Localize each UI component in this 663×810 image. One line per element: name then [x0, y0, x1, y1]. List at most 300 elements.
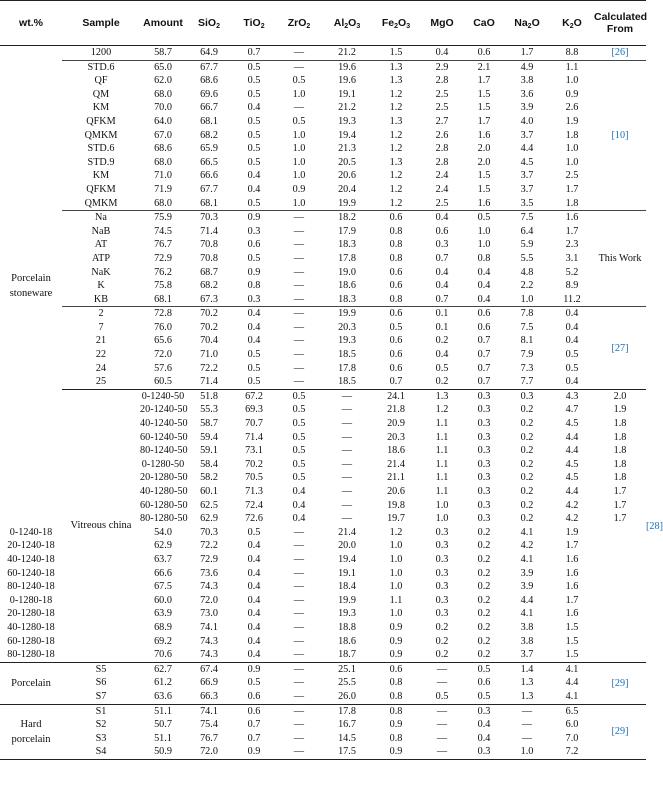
value-cell: 11.2: [563, 293, 581, 305]
value-cell: 0.4: [247, 170, 261, 182]
value-cell: 0.2: [477, 553, 491, 565]
value-cell: 19.6: [338, 75, 356, 87]
value-cell: 7.5: [520, 321, 534, 333]
value-cell: 0.9: [389, 621, 403, 633]
value-cell: 18.5: [338, 349, 356, 361]
value-cell: —: [341, 404, 353, 416]
value-cell: —: [341, 418, 353, 430]
value-cell: 3.6: [520, 88, 534, 100]
value-cell: 0.9: [247, 266, 261, 278]
table-row: [0, 225, 646, 239]
value-cell: 19.4: [338, 129, 356, 141]
value-cell: 70.5: [245, 472, 263, 484]
table-row: [0, 745, 646, 759]
value-cell: 17.8: [338, 362, 356, 374]
sample-cell: 80-1280-18: [7, 649, 55, 661]
value-cell: —: [521, 719, 533, 731]
sample-cell: 60-1280-18: [7, 635, 55, 647]
value-cell: 66.7: [200, 102, 218, 114]
sample-cell: 7: [98, 321, 104, 333]
value-cell: 51.1: [154, 732, 172, 744]
table-row: [0, 156, 646, 170]
value-cell: 18.6: [338, 635, 356, 647]
value-cell: 0.6: [464, 46, 504, 61]
value-cell: 0.4: [420, 211, 464, 225]
value-cell: 20.6: [338, 170, 356, 182]
value-cell: 64.0: [154, 115, 172, 127]
value-cell: 0.5: [477, 690, 491, 702]
value-cell: —: [521, 732, 533, 744]
table-row: [0, 307, 646, 321]
value-cell: 19.4: [338, 553, 356, 565]
value-cell: 55.3: [200, 404, 218, 416]
value-cell: 7.5: [504, 211, 550, 225]
value-cell: 67.2: [232, 389, 276, 403]
value-cell: 1.2: [389, 102, 403, 114]
value-cell: 1.3: [389, 75, 403, 87]
citation-link[interactable]: [28]: [646, 520, 663, 532]
value-cell: —: [293, 266, 305, 278]
value-cell: 4.1: [520, 608, 534, 620]
value-cell: 24.1: [372, 389, 420, 403]
value-cell: 0.3: [435, 567, 449, 579]
value-cell: 0.8: [372, 704, 420, 718]
value-cell: 51.1: [140, 704, 186, 718]
value-cell: 7.7: [520, 376, 534, 388]
value-cell: 54.0: [154, 526, 172, 538]
value-cell: 62.0: [154, 75, 172, 87]
value-cell: 64.9: [186, 46, 232, 61]
value-cell: 0.6: [389, 280, 403, 292]
value-cell: 71.4: [245, 431, 263, 443]
value-cell: 1.0: [292, 143, 306, 155]
value-cell: —: [341, 499, 353, 511]
value-cell: —: [436, 677, 448, 689]
sample-cell: 80-1240-18: [7, 581, 55, 593]
value-cell: 0.4: [477, 732, 491, 744]
value-cell: 1.0: [565, 156, 579, 168]
value-cell: 25.1: [322, 662, 372, 676]
value-cell: 68.0: [154, 88, 172, 100]
this-work-label: This Work: [598, 253, 642, 265]
value-cell: 18.5: [338, 376, 356, 388]
value-cell: 2.5: [565, 170, 579, 182]
value-cell: 0.7: [247, 732, 261, 744]
value-cell: 71.4: [200, 225, 218, 237]
value-cell: 21.4: [387, 458, 405, 470]
value-cell: 1.2: [389, 170, 403, 182]
value-cell: 0.1: [420, 307, 464, 321]
value-cell: 6.5: [550, 704, 594, 718]
table-row: [0, 238, 646, 252]
value-cell: 0.4: [247, 335, 261, 347]
value-cell: 0.5: [292, 431, 306, 443]
value-cell: —: [420, 745, 464, 759]
value-cell: 19.7: [387, 513, 405, 525]
value-cell: 0.4: [435, 266, 449, 278]
value-cell: 0.2: [520, 499, 534, 511]
value-cell: 0.8: [389, 239, 403, 251]
value-cell: —: [293, 553, 305, 565]
value-cell: 19.1: [338, 567, 356, 579]
sample-cell: STD.6: [87, 143, 115, 155]
value-cell: 0.6: [477, 321, 491, 333]
value-cell: 1.0: [389, 553, 403, 565]
reference-cell: [594, 307, 646, 390]
value-cell: 18.7: [338, 649, 356, 661]
table-row: [0, 169, 646, 183]
reference-cell: [594, 211, 646, 307]
value-cell: —: [293, 649, 305, 661]
header-k2o: $K_2O$: [562, 17, 582, 30]
value-cell: 0.8: [389, 732, 403, 744]
header-calculated-from: Calculated From: [594, 11, 648, 35]
value-cell: 1.5: [477, 183, 491, 195]
value-cell: 1.0: [292, 170, 306, 182]
header-wt: wt.%: [19, 17, 43, 29]
value-cell: 68.1: [154, 293, 172, 305]
value-cell: 3.9: [520, 581, 534, 593]
group-label: Porcelain: [0, 662, 62, 704]
value-cell: 0.4: [565, 376, 579, 388]
value-cell: 72.6: [245, 513, 263, 525]
table-row: [0, 266, 646, 280]
value-cell: 0.4: [247, 621, 261, 633]
value-cell: 0.3: [464, 745, 504, 759]
value-cell: 74.3: [200, 635, 218, 647]
value-cell: 70.3: [200, 526, 218, 538]
value-cell: 19.1: [338, 88, 356, 100]
value-cell: 1.6: [477, 197, 491, 209]
value-cell: 70.2: [200, 321, 218, 333]
value-cell: 1.0: [435, 513, 449, 525]
table-row: [0, 321, 646, 335]
value-cell: —: [276, 662, 322, 676]
value-cell: 61.2: [154, 677, 172, 689]
value-cell: 0.9: [232, 662, 276, 676]
value-cell: 18.2: [322, 211, 372, 225]
value-cell: 1.0: [389, 581, 403, 593]
sample-cell: S7: [95, 690, 107, 702]
value-cell: 2.0: [477, 156, 491, 168]
value-cell: 0.5: [247, 156, 261, 168]
value-cell: 18.3: [338, 239, 356, 251]
value-cell: 68.0: [154, 197, 172, 209]
sample-cell: 20-1240-18: [7, 540, 55, 552]
value-cell: 74.3: [200, 649, 218, 661]
value-cell: —: [293, 732, 305, 744]
value-cell: 2.8: [435, 156, 449, 168]
value-cell: 6.4: [520, 225, 534, 237]
value-cell: 1.2: [389, 183, 403, 195]
value-cell: 0.3: [435, 581, 449, 593]
citation-link[interactable]: [26]: [611, 47, 629, 59]
sample-cell: S1: [62, 704, 140, 718]
value-cell: 7.2: [550, 745, 594, 759]
value-cell: 4.3: [550, 389, 594, 403]
value-cell: 1.7: [565, 594, 579, 606]
sample-cell: QFKM: [86, 183, 116, 195]
value-cell: 0.7: [247, 719, 261, 731]
value-cell: 0.5: [464, 211, 504, 225]
value-cell: 3.9: [520, 102, 534, 114]
value-cell: 20.9: [387, 418, 405, 430]
value-cell: 1.3: [520, 690, 534, 702]
value-cell: 0.4: [247, 183, 261, 195]
value-cell: 0.7: [389, 376, 403, 388]
value-cell: 0.3: [464, 389, 504, 403]
value-cell: —: [341, 431, 353, 443]
sample-cell: K: [97, 280, 105, 292]
value-cell: 18.6: [338, 280, 356, 292]
value-cell: 7.0: [565, 732, 579, 744]
header-tio2: TiO$_2$: [243, 17, 265, 30]
value-cell: —: [293, 594, 305, 606]
value-cell: 75.9: [140, 211, 186, 225]
value-cell: 19.3: [338, 335, 356, 347]
sample-cell: S4: [62, 745, 140, 759]
value-cell: 0.4: [477, 280, 491, 292]
value-cell: 19.3: [338, 608, 356, 620]
sample-cell: 0-1240-50: [141, 390, 185, 402]
value-cell: 1.6: [565, 553, 579, 565]
table-row: [0, 46, 646, 61]
value-cell: 0.8: [477, 252, 491, 264]
table-header: [0, 1, 646, 46]
value-cell: 5.5: [520, 252, 534, 264]
value-cell: 0.5: [292, 418, 306, 430]
value-cell: 66.3: [200, 690, 218, 702]
value-cell: 0.6: [372, 307, 420, 321]
sample-cell: S2: [95, 719, 107, 731]
group-label: Porcelain stoneware: [0, 46, 62, 526]
value-cell: 2.5: [435, 88, 449, 100]
value-cell: 1.1: [435, 418, 449, 430]
value-cell: 0.5: [232, 60, 276, 74]
value-cell: 62.5: [200, 499, 218, 511]
value-cell: 57.6: [154, 362, 172, 374]
value-cell: 1.2: [389, 143, 403, 155]
value-cell: 17.5: [322, 745, 372, 759]
value-cell: 1.3: [520, 677, 534, 689]
value-cell: 1.7: [565, 225, 579, 237]
value-cell: 0.4: [247, 581, 261, 593]
value-cell: 4.4: [565, 677, 579, 689]
table-row: [0, 183, 646, 197]
value-cell: 65.6: [154, 335, 172, 347]
reference-cell: [594, 704, 646, 759]
value-cell: 0.3: [435, 540, 449, 552]
table-row: [0, 88, 646, 102]
citation-link[interactable]: [27]: [611, 342, 629, 354]
value-cell: —: [276, 745, 322, 759]
value-cell: 4.2: [565, 513, 579, 525]
sample-cell: Na: [62, 211, 140, 225]
value-cell: 0.2: [435, 376, 449, 388]
value-cell: —: [293, 635, 305, 647]
value-cell: 0.5: [292, 445, 306, 457]
value-cell: 0.9: [232, 745, 276, 759]
value-cell: 3.5: [520, 197, 534, 209]
value-cell: 0.7: [477, 349, 491, 361]
citation-link[interactable]: [10]: [611, 129, 629, 141]
value-cell: 0.4: [565, 321, 579, 333]
value-cell: 70.6: [154, 649, 172, 661]
table-row: [0, 211, 646, 225]
value-cell: 19.9: [338, 197, 356, 209]
value-cell: 0.8: [389, 293, 403, 305]
sample-cell: 20-1240-50: [140, 404, 188, 416]
value-cell: 21.1: [387, 472, 405, 484]
value-cell: 72.9: [154, 252, 172, 264]
value-cell: 1.0: [389, 608, 403, 620]
value-cell: 66.6: [154, 567, 172, 579]
value-cell: 0.4: [435, 349, 449, 361]
value-cell: 17.8: [322, 704, 372, 718]
value-cell: 1.5: [372, 46, 420, 61]
value-cell: 1.2: [389, 526, 403, 538]
value-cell: 70.8: [200, 239, 218, 251]
value-cell: 0.4: [247, 635, 261, 647]
value-cell: 1.0: [477, 225, 491, 237]
value-cell: 2.5: [435, 102, 449, 114]
table-row: [0, 704, 646, 718]
value-cell: 70.8: [200, 252, 218, 264]
value-cell: 20.3: [338, 321, 356, 333]
value-cell: 70.0: [154, 102, 172, 114]
citation-link[interactable]: [29]: [611, 726, 629, 738]
value-cell: 0.5: [565, 349, 579, 361]
value-cell: 1.7: [477, 115, 491, 127]
value-cell: 0.2: [520, 513, 534, 525]
value-cell: 68.6: [154, 143, 172, 155]
value-cell: 71.3: [245, 486, 263, 497]
value-cell: 75.4: [200, 719, 218, 731]
value-cell: 21.2: [338, 102, 356, 114]
value-cell: —: [293, 349, 305, 361]
sample-cell: 60-1280-50: [140, 499, 188, 511]
value-cell: 1.1: [435, 472, 449, 484]
value-cell: 0.5: [247, 197, 261, 209]
value-cell: 0.9: [565, 88, 579, 100]
table-row: [0, 334, 646, 348]
sample-cell: KM: [92, 102, 110, 114]
value-cell: 1.8: [613, 418, 627, 430]
value-cell: —: [276, 704, 322, 718]
value-cell: —: [293, 567, 305, 579]
value-cell: 4.1: [520, 526, 534, 538]
value-cell: 2.2: [520, 280, 534, 292]
value-cell: —: [293, 225, 305, 237]
value-cell: 1.8: [613, 431, 627, 443]
value-cell: 2.7: [435, 115, 449, 127]
value-cell: —: [276, 211, 322, 225]
value-cell: 0.2: [520, 472, 534, 484]
table-row: [0, 718, 646, 732]
table-row: [0, 129, 646, 143]
sample-cell: NaK: [91, 266, 111, 278]
value-cell: 68.1: [200, 115, 218, 127]
value-cell: 19.0: [338, 266, 356, 278]
sample-cell: 60-1240-50: [140, 431, 188, 443]
value-cell: 21.4: [338, 526, 356, 538]
value-cell: —: [293, 335, 305, 347]
value-cell: 0.5: [247, 362, 261, 374]
value-cell: 2.8: [435, 75, 449, 87]
value-cell: 18.3: [338, 293, 356, 305]
value-cell: 3.7: [520, 649, 534, 661]
value-cell: 70.2: [245, 458, 263, 470]
value-cell: 0.5: [247, 526, 261, 538]
value-cell: —: [322, 389, 372, 403]
value-cell: 0.3: [435, 526, 449, 538]
value-cell: —: [436, 719, 448, 731]
value-cell: 17.9: [338, 225, 356, 237]
value-cell: 0.4: [247, 608, 261, 620]
value-cell: 72.0: [186, 745, 232, 759]
value-cell: 4.2: [565, 499, 579, 511]
value-cell: 71.9: [154, 183, 172, 195]
value-cell: 1.7: [504, 46, 550, 61]
value-cell: 0.2: [520, 445, 534, 457]
value-cell: 4.0: [520, 115, 534, 127]
sample-cell: 0-1280-50: [141, 458, 185, 470]
value-cell: 1.6: [565, 567, 579, 579]
value-cell: 4.8: [520, 266, 534, 278]
table-row: [0, 279, 646, 293]
value-cell: —: [420, 662, 464, 676]
value-cell: 0.6: [247, 690, 261, 702]
value-cell: 0.4: [292, 513, 306, 525]
value-cell: 0.2: [477, 540, 491, 552]
citation-link[interactable]: [29]: [611, 677, 629, 689]
value-cell: 71.0: [154, 170, 172, 182]
value-cell: 0.5: [247, 143, 261, 155]
header-zro2: ZrO$_2$: [287, 17, 311, 30]
value-cell: —: [293, 252, 305, 264]
sample-cell: S6: [95, 677, 107, 689]
value-cell: 0.1: [435, 321, 449, 333]
value-cell: 1.0: [520, 293, 534, 305]
value-cell: 0.9: [389, 719, 403, 731]
sample-cell: QF: [94, 75, 108, 87]
value-cell: 1.5: [477, 88, 491, 100]
value-cell: 0.8: [247, 280, 261, 292]
value-cell: 0.6: [372, 211, 420, 225]
value-cell: 4.9: [504, 60, 550, 74]
value-cell: 70.2: [186, 307, 232, 321]
value-cell: 1.0: [389, 540, 403, 552]
value-cell: 0.9: [232, 211, 276, 225]
value-cell: 1.7: [565, 183, 579, 195]
sample-cell: NaB: [91, 225, 111, 237]
value-cell: 1.0: [292, 129, 306, 141]
value-cell: 60.5: [154, 376, 172, 388]
sample-cell: 1200: [62, 46, 140, 61]
reference-cell: [594, 60, 646, 211]
value-cell: 0.4: [247, 594, 261, 606]
value-cell: 2.4: [435, 183, 449, 195]
value-cell: —: [293, 321, 305, 333]
value-cell: 1.7: [477, 75, 491, 87]
value-cell: 0.2: [435, 635, 449, 647]
value-cell: 0.3: [435, 594, 449, 606]
value-cell: 0.5: [247, 252, 261, 264]
value-cell: 0.4: [435, 280, 449, 292]
value-cell: 20.5: [338, 156, 356, 168]
value-cell: 2.4: [435, 170, 449, 182]
value-cell: 0.8: [389, 690, 403, 702]
